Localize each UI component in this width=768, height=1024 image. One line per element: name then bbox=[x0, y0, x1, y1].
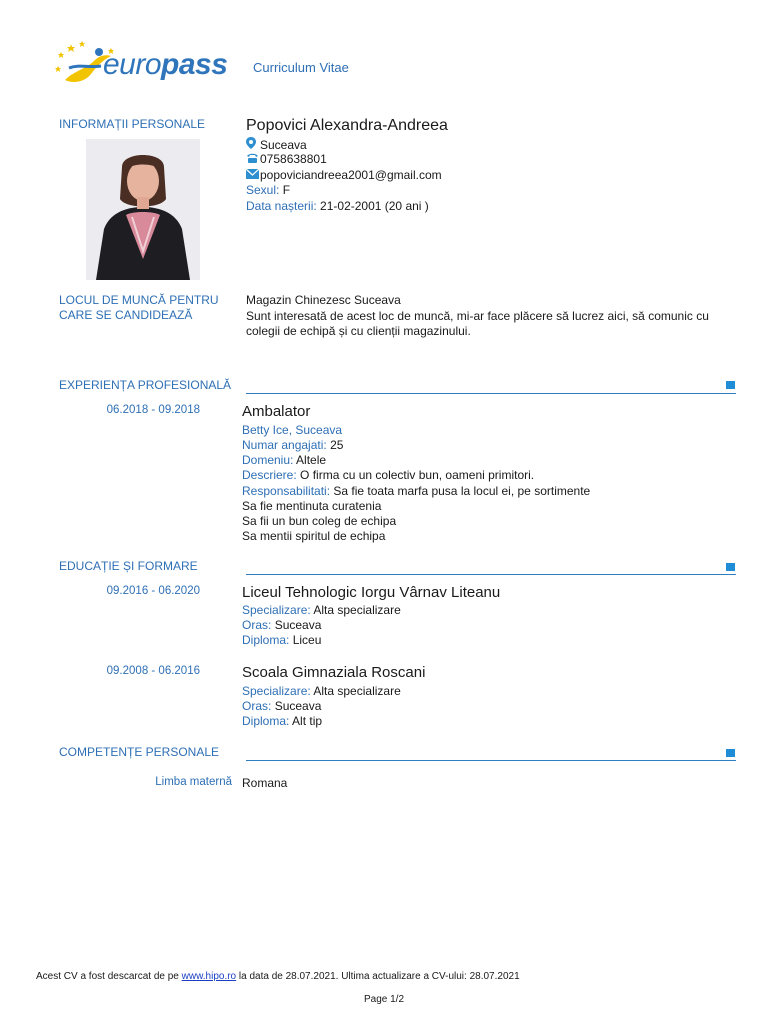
education-label: EDUCAȚIE ȘI FORMARE bbox=[59, 559, 198, 573]
job-target-text-1: Sunt interesată de acest loc de muncă, mi-ar face plăcere să lucrez aici, să comunic cu bbox=[246, 309, 709, 323]
education-rule bbox=[246, 574, 736, 575]
phone-icon bbox=[246, 153, 260, 168]
experience-resp-extra: Sa fie mentinuta curatenia bbox=[242, 499, 382, 513]
job-target-label bbox=[59, 293, 219, 323]
education-school: Scoala Gimnaziala Roscani bbox=[242, 664, 426, 681]
email-text: popoviciandreea2001@gmail.com bbox=[260, 168, 442, 182]
job-target-title: Magazin Chinezesc Suceava bbox=[246, 293, 401, 307]
experience-employer: Betty Ice, Suceava bbox=[242, 423, 343, 437]
education-diploma: Diploma: Alt tip bbox=[242, 714, 323, 728]
profile-photo bbox=[86, 139, 200, 280]
experience-position: Ambalator bbox=[242, 403, 311, 420]
experience-dates: 06.2018 - 09.2018 bbox=[106, 404, 200, 416]
education-specialization: Specializare: Alta specializare bbox=[242, 603, 401, 617]
experience-domain: Domeniu: Altele bbox=[242, 453, 327, 467]
birth-value: 21-02-2001 (20 ani ) bbox=[320, 199, 429, 213]
skills-rule bbox=[246, 760, 736, 761]
experience-label: EXPERIENȚA PROFESIONALĂ bbox=[59, 378, 232, 392]
education-diploma: Diploma: Liceu bbox=[242, 633, 322, 647]
sex-label: Sexul: bbox=[246, 183, 280, 197]
education-dates: 09.2008 - 06.2016 bbox=[106, 665, 200, 677]
logo-text-light: euro bbox=[103, 48, 162, 81]
birth-line bbox=[246, 199, 429, 214]
experience-resp-extra: Sa fii un bun coleg de echipa bbox=[242, 514, 397, 528]
hipo-link[interactable]: www.hipo.ro bbox=[181, 971, 237, 982]
footer-text-after: la data de 28.07.2021. Ultima actualizare a CV-ului: 28.07.2021 bbox=[236, 971, 520, 982]
experience-rule bbox=[246, 393, 736, 394]
sex-line bbox=[246, 183, 290, 198]
mother-tongue-label: Limba maternă bbox=[155, 776, 232, 788]
experience-responsibilities: Responsabilitati: Sa fie toata marfa pusa la locul ei, pe sortimente bbox=[242, 484, 591, 498]
birth-label: Data nașterii: bbox=[246, 199, 317, 213]
city-text: Suceava bbox=[260, 138, 307, 152]
skills-rule-marker bbox=[726, 749, 735, 757]
email-icon bbox=[246, 169, 260, 184]
education-dates: 09.2016 - 06.2020 bbox=[106, 585, 200, 597]
education-specialization: Specializare: Alta specializare bbox=[242, 684, 401, 698]
education-city: Oras: Suceava bbox=[242, 618, 322, 632]
education-city: Oras: Suceava bbox=[242, 699, 322, 713]
education-rule-marker bbox=[726, 563, 735, 571]
person-name: Popovici Alexandra-Andreea bbox=[246, 117, 448, 134]
phone-text: 0758638801 bbox=[260, 152, 327, 166]
page-number: Page 1/2 bbox=[363, 994, 405, 1005]
email-line bbox=[246, 168, 442, 184]
mother-tongue-value: Romana bbox=[242, 776, 288, 790]
skills-label: COMPETENȚE PERSONALE bbox=[59, 745, 220, 759]
cv-title: Curriculum Vitae bbox=[253, 60, 349, 75]
experience-rule-marker bbox=[726, 381, 735, 389]
job-target-label-line-1: LOCUL DE MUNCĂ PENTRU bbox=[59, 293, 219, 307]
experience-description: Descriere: O firma cu un colectiv bun, oameni primitori. bbox=[242, 468, 535, 482]
experience-employees: Numar angajati: 25 bbox=[242, 438, 344, 452]
europass-logo bbox=[55, 40, 235, 92]
footer-text-before: Acest CV a fost descarcat de pe bbox=[36, 971, 182, 982]
phone-line bbox=[246, 152, 327, 168]
experience-resp-extra: Sa mentii spiritul de echipa bbox=[242, 529, 386, 543]
education-school: Liceul Tehnologic Iorgu Vârnav Liteanu bbox=[242, 584, 501, 601]
sex-value: F bbox=[282, 183, 291, 197]
personal-info-label: INFORMAȚII PERSONALE bbox=[59, 117, 206, 131]
logo-text-bold: pass bbox=[161, 48, 228, 81]
job-target-text-2: colegii de echipă și cu clienții magazinului. bbox=[246, 324, 471, 338]
job-target-label-line-2: CARE SE CANDIDEAZĂ bbox=[59, 308, 193, 322]
